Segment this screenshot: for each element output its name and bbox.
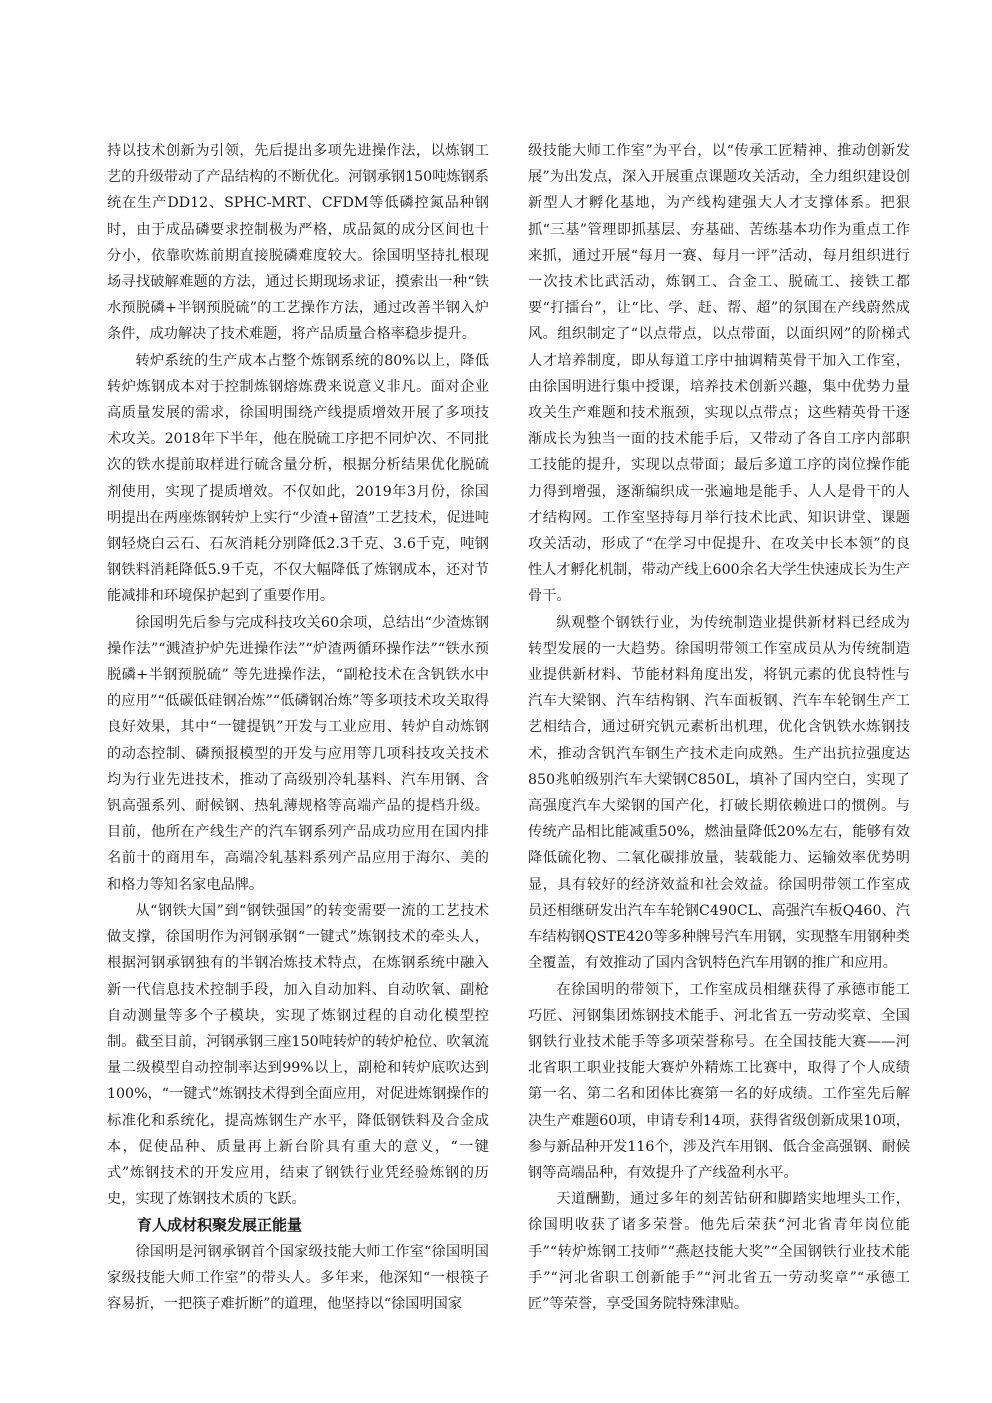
paragraph-vanadium-steel: 纵观整个钢铁行业，为传统制造业提供新材料已经成为转型发展的一大趋势。徐国明带领工作室成员从为传统制造业提供新材料、节能材料角度出发，将钒元素的优良特性与汽车大梁钢、汽车结构钢、汽车面板钢、汽车车轮钢生产工艺相结合，通过研究钒元素析出机理，优化含钒铁水炼钢技术，推动含钒汽车钢生产技术走向成熟。生产出抗拉强度达850兆帕级别汽车大梁钢C850L，填补了国内空白，实现了高强度汽车大梁钢的国产化，打破长期依赖进口的惯例。与传统产品相比能减重50%，燃油量降低20%左右，能够有效降低硫化物、二氧化碳排放量，装载能力、运输效率优势明显，具有较好的经济效益和社会效益。徐国明带领工作室成员还相继研发出汽车车轮钢C490CL、高强汽车板Q460、汽车结构钢QSTE420等多种牌号汽车用钢，实现整车用钢种类全覆盖，有效推动了国内含钒特色汽车用钢的推广和应用。 xyxy=(528,614,910,972)
paragraph-tech-research: 徐国明先后参与完成科技攻关60余项，总结出“少渣炼钢操作法”“溅渣护炉先进操作法”“炉渣两循环操作法”“铁水预脱磷+半钢预脱硫” 等先进操作法，“副枪技术在含钒铁水中的应用”“低碳低硅钢冶炼”“低磷钢冶炼”等多项技术攻关取得良好效果，其中“一键提钒”开发与工业应用、转炉自动炼钢的动态控制、磷预报模型的开发与应用等几项科技攻关技术均为行业先进技术，推动了高级别冷轧基料、汽车用钢、含钒高强系列、耐候钢、热轧薄规格等高端产品的提档升级。目前，他所在产线生产的汽车钢系列产品成功应用在国内排名前十的商用车，高端冷轧基料系列产品应用于海尔、美的和格力等知名家电品牌。 xyxy=(107,614,489,893)
paragraph-cost-reduction: 转炉系统的生产成本占整个炼钢系统的80%以上，降低转炉炼钢成本对于控制炼钢熔炼费来说意义非凡。面对企业高质量发展的需求，徐国明围绕产线提质增效开展了多项技术攻关。2018年下半年，他在脱硫工序把不同炉次、不同批次的铁水提前取样进行硫含量分析，根据分析结果优化脱硫剂使用，实现了提质增效。不仅如此，2019年3月份，徐国明提出在两座炼钢转炉上实行“少渣+留渣”工艺技术，促进吨钢轻烧白云石、石灰消耗分别降低2.3千克、3.6千克，吨钢钢铁料消耗降低5.9千克，不仅大幅降低了炼钢成本，还对节能减排和环境保护起到了重要作用。 xyxy=(107,352,489,605)
right-column xyxy=(528,138,910,1317)
paragraph-talent-training: 级技能大师工作室”为平台，以“传承工匠精神、推动创新发展”为出发点，深入开展重点课题攻关活动，全力组织建设创新型人才孵化基地，为产线构建强大人才支撑体系。把狠抓“三基”管理即抓基层、夯基础、苦练基本功作为重点工作来抓，通过开展“每月一赛、每月一评”活动，每月组织进行一次技术比武活动，炼钢工、合金工、脱硫工、接铁工都要“打擂台”，让“比、学、赶、帮、超”的氛围在产线蔚然成风。组织制定了“以点带点，以点带面，以面织网”的阶梯式人才培养制度，即从每道工序中抽调精英骨干加入工作室，由徐国明进行集中授课，培养技术创新兴趣，集中优势力量攻关生产难题和技术瓶颈，实现以点带点；这些精英骨干逐渐成长为独当一面的技术能手后，又带动了各自工序内部职工技能的提升，实现以点带面；最后多道工序的岗位操作能力得到增强，逐渐编织成一张遍地是能手、人人是骨干的人才结构网。工作室坚持每月举行技术比武、知识讲堂、课题攻关活动，形成了“在学习中促提升、在攻关中长本领”的良性人才孵化机制，带动产线上600余名大学生快速成长为生产骨干。 xyxy=(528,143,910,605)
paragraph-personal-honors: 天道酬勤，通过多年的刻苦钻研和脚踏实地埋头工作，徐国明收获了诸多荣誉。他先后荣获“河北省青年岗位能手”“转炉炼钢工技师”“燕赵技能大奖”“全国钢铁行业技术能手”“河北省职工创新能手”“河北省五一劳动奖章”“承德工匠”等荣誉，享受国务院特殊津贴。 xyxy=(528,1191,910,1312)
paragraph-master-studio: 徐国明是河钢承钢首个国家级技能大师工作室“徐国明国家级技能大师工作室”的带头人。多年来，他深知“一根筷子容易折，一把筷子难折断”的道理，他坚持以“徐国明国家 xyxy=(107,1243,489,1312)
paragraph-one-key-steelmaking: 从“钢铁大国”到“钢铁强国”的转变需要一流的工艺技术做支撑，徐国明作为河钢承钢“一键式”炼钢技术的牵头人，根据河钢承钢独有的半钢冶炼技术特点，在炼钢系统中融入新一代信息技术控制手段，加入自动加料、自动吹氧、副枪自动测量等多个子模块，实现了炼钢过程的自动化模型控制。截至目前，河钢承钢三座150吨转炉的转炉枪位、吹氧流量二级模型自动控制率达到99%以上，副枪和转炉底吹达到100%，“一键式”炼钢技术得到全面应用，对促进炼钢操作的标准化和系统化，提高炼钢生产水平，降低钢铁料及合金成本，促使品种、质量再上新台阶具有重大的意义，“一键式”炼钢技术的开发应用，结束了钢铁行业凭经验炼钢的历史，实现了炼钢技术质的飞跃。 xyxy=(107,902,489,1208)
paragraph-team-honors: 在徐国明的带领下，工作室成员相继获得了承德市能工巧匠、河钢集团炼钢技术能手、河北省五一劳动奖章、全国钢铁行业技术能手等多项荣誉称号。在全国技能大赛——河北省职工职业技能大赛炉外精炼工比赛中，取得了个人成绩第一名、第二名和团体比赛第一名的好成绩。工作室先后解决生产难题60项，申请专利14项，获得省级创新成果10项，参与新品种开发116个，涉及汽车用钢、低合金高强钢、耐候钢等高端品种，有效提升了产线盈利水平。 xyxy=(528,981,910,1181)
paragraph-continued: 持以技术创新为引领，先后提出多项先进操作法，以炼钢工艺的升级带动了产品结构的不断优化。河钢承钢150吨炼钢系统在生产DD12、SPHC-MRT、CFDM等低磷控氮品种钢时，由于成品磷要求控制极为严格，成品氮的成分区间也十分小，依靠吹炼前期直接脱磷难度较大。徐国明坚持扎根现场寻找破解难题的方法，通过长期现场求证，摸索出一种“铁水预脱磷+半钢预脱硫”的工艺操作方法，通过改善半钢入炉条件，成功解决了技术难题，将产品质量合格率稳步提升。 xyxy=(107,143,489,343)
section-heading: 育人成材积聚发展正能量 xyxy=(137,1216,303,1235)
left-column xyxy=(107,138,489,1317)
